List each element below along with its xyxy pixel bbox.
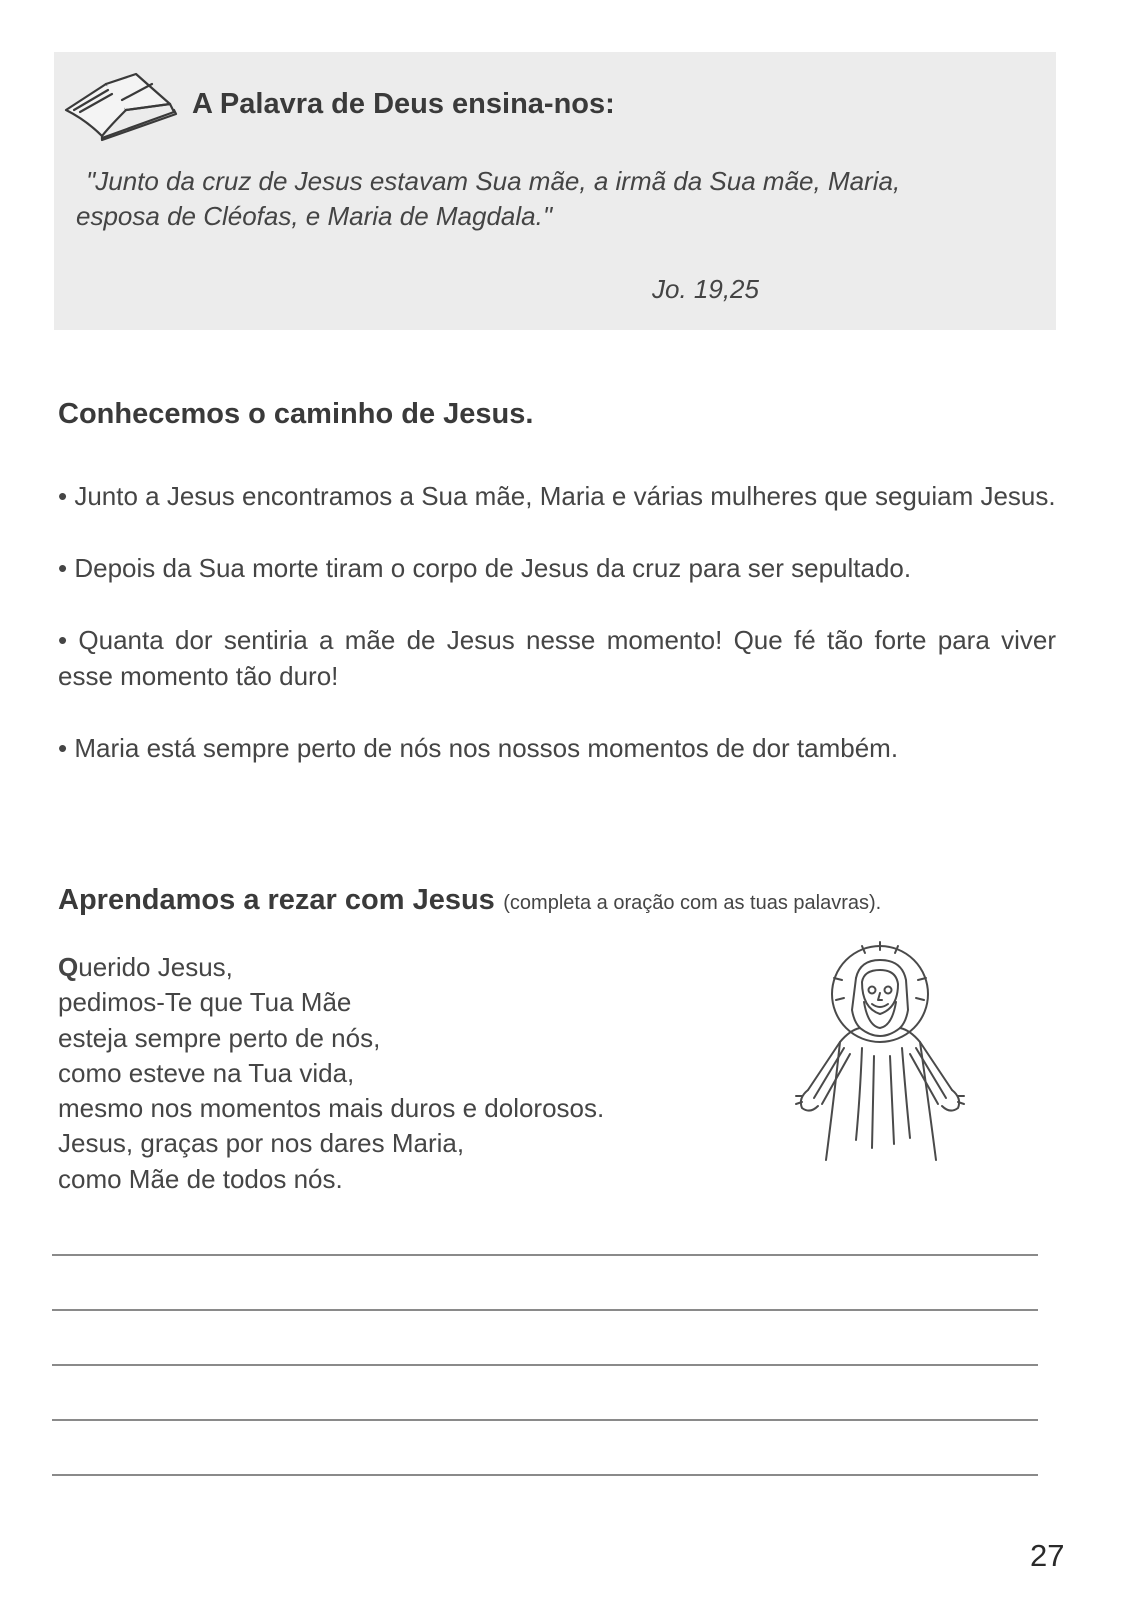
open-book-icon [62,70,182,142]
bullet-item: • Quanta dor sentiria a mãe de Jesus nesse momento! Que fé tão forte para viver esse momento tão duro! [58,625,1056,691]
prayer-line: como esteve na Tua vida, [58,1057,355,1088]
bullet-list [58,478,1056,802]
prayer-line: mesmo nos momentos mais duros e dolorosos. [58,1093,605,1124]
prayer-text [58,950,604,1197]
prayer-line: como Mãe de todos nós. [58,1163,343,1194]
scripture-reference: Jo. 19,25 [652,274,759,304]
scripture-quote-box [54,52,1056,330]
prayer-title: Aprendamos a rezar com Jesus [58,884,495,916]
writing-line[interactable] [52,1309,1038,1312]
page-number: 27 [1030,1538,1065,1573]
prayer-line [58,950,604,985]
quote-line-1: "Junto da cruz de Jesus estavam Sua mãe, a irmã da Sua mãe, Maria, [86,166,901,196]
prayer-heading [58,884,881,917]
prayer-line: pedimos-Te que Tua Mãe [58,987,352,1018]
bullet-item: • Depois da Sua morte tiram o corpo de Jesus da cruz para ser sepultado. [58,553,912,583]
writing-lines [52,1254,1038,1529]
writing-line[interactable] [52,1419,1038,1422]
quote-heading: A Palavra de Deus ensina-nos: [192,88,615,120]
prayer-first-line: uerido Jesus, [78,952,233,982]
bullet-item: • Maria está sempre perto de nós nos nossos momentos de dor também. [58,733,899,763]
bullet-item: • Junto a Jesus encontramos a Sua mãe, Maria e várias mulheres que seguiam Jesus. [58,481,1056,511]
writing-line[interactable] [52,1474,1038,1477]
prayer-instruction: (completa a oração com as tuas palavras). [503,892,882,914]
section-title: Conhecemos o caminho de Jesus. [58,398,534,430]
prayer-line: Jesus, graças por nos dares Maria, [58,1128,465,1159]
scripture-quote [76,164,1046,234]
drop-letter: Q [58,952,79,982]
writing-line[interactable] [52,1364,1038,1367]
writing-line[interactable] [52,1254,1038,1257]
quote-line-2: esposa de Cléofas, e Maria de Magdala." [76,201,553,231]
prayer-line: esteja sempre perto de nós, [58,1022,381,1053]
jesus-drawing [790,938,970,1168]
